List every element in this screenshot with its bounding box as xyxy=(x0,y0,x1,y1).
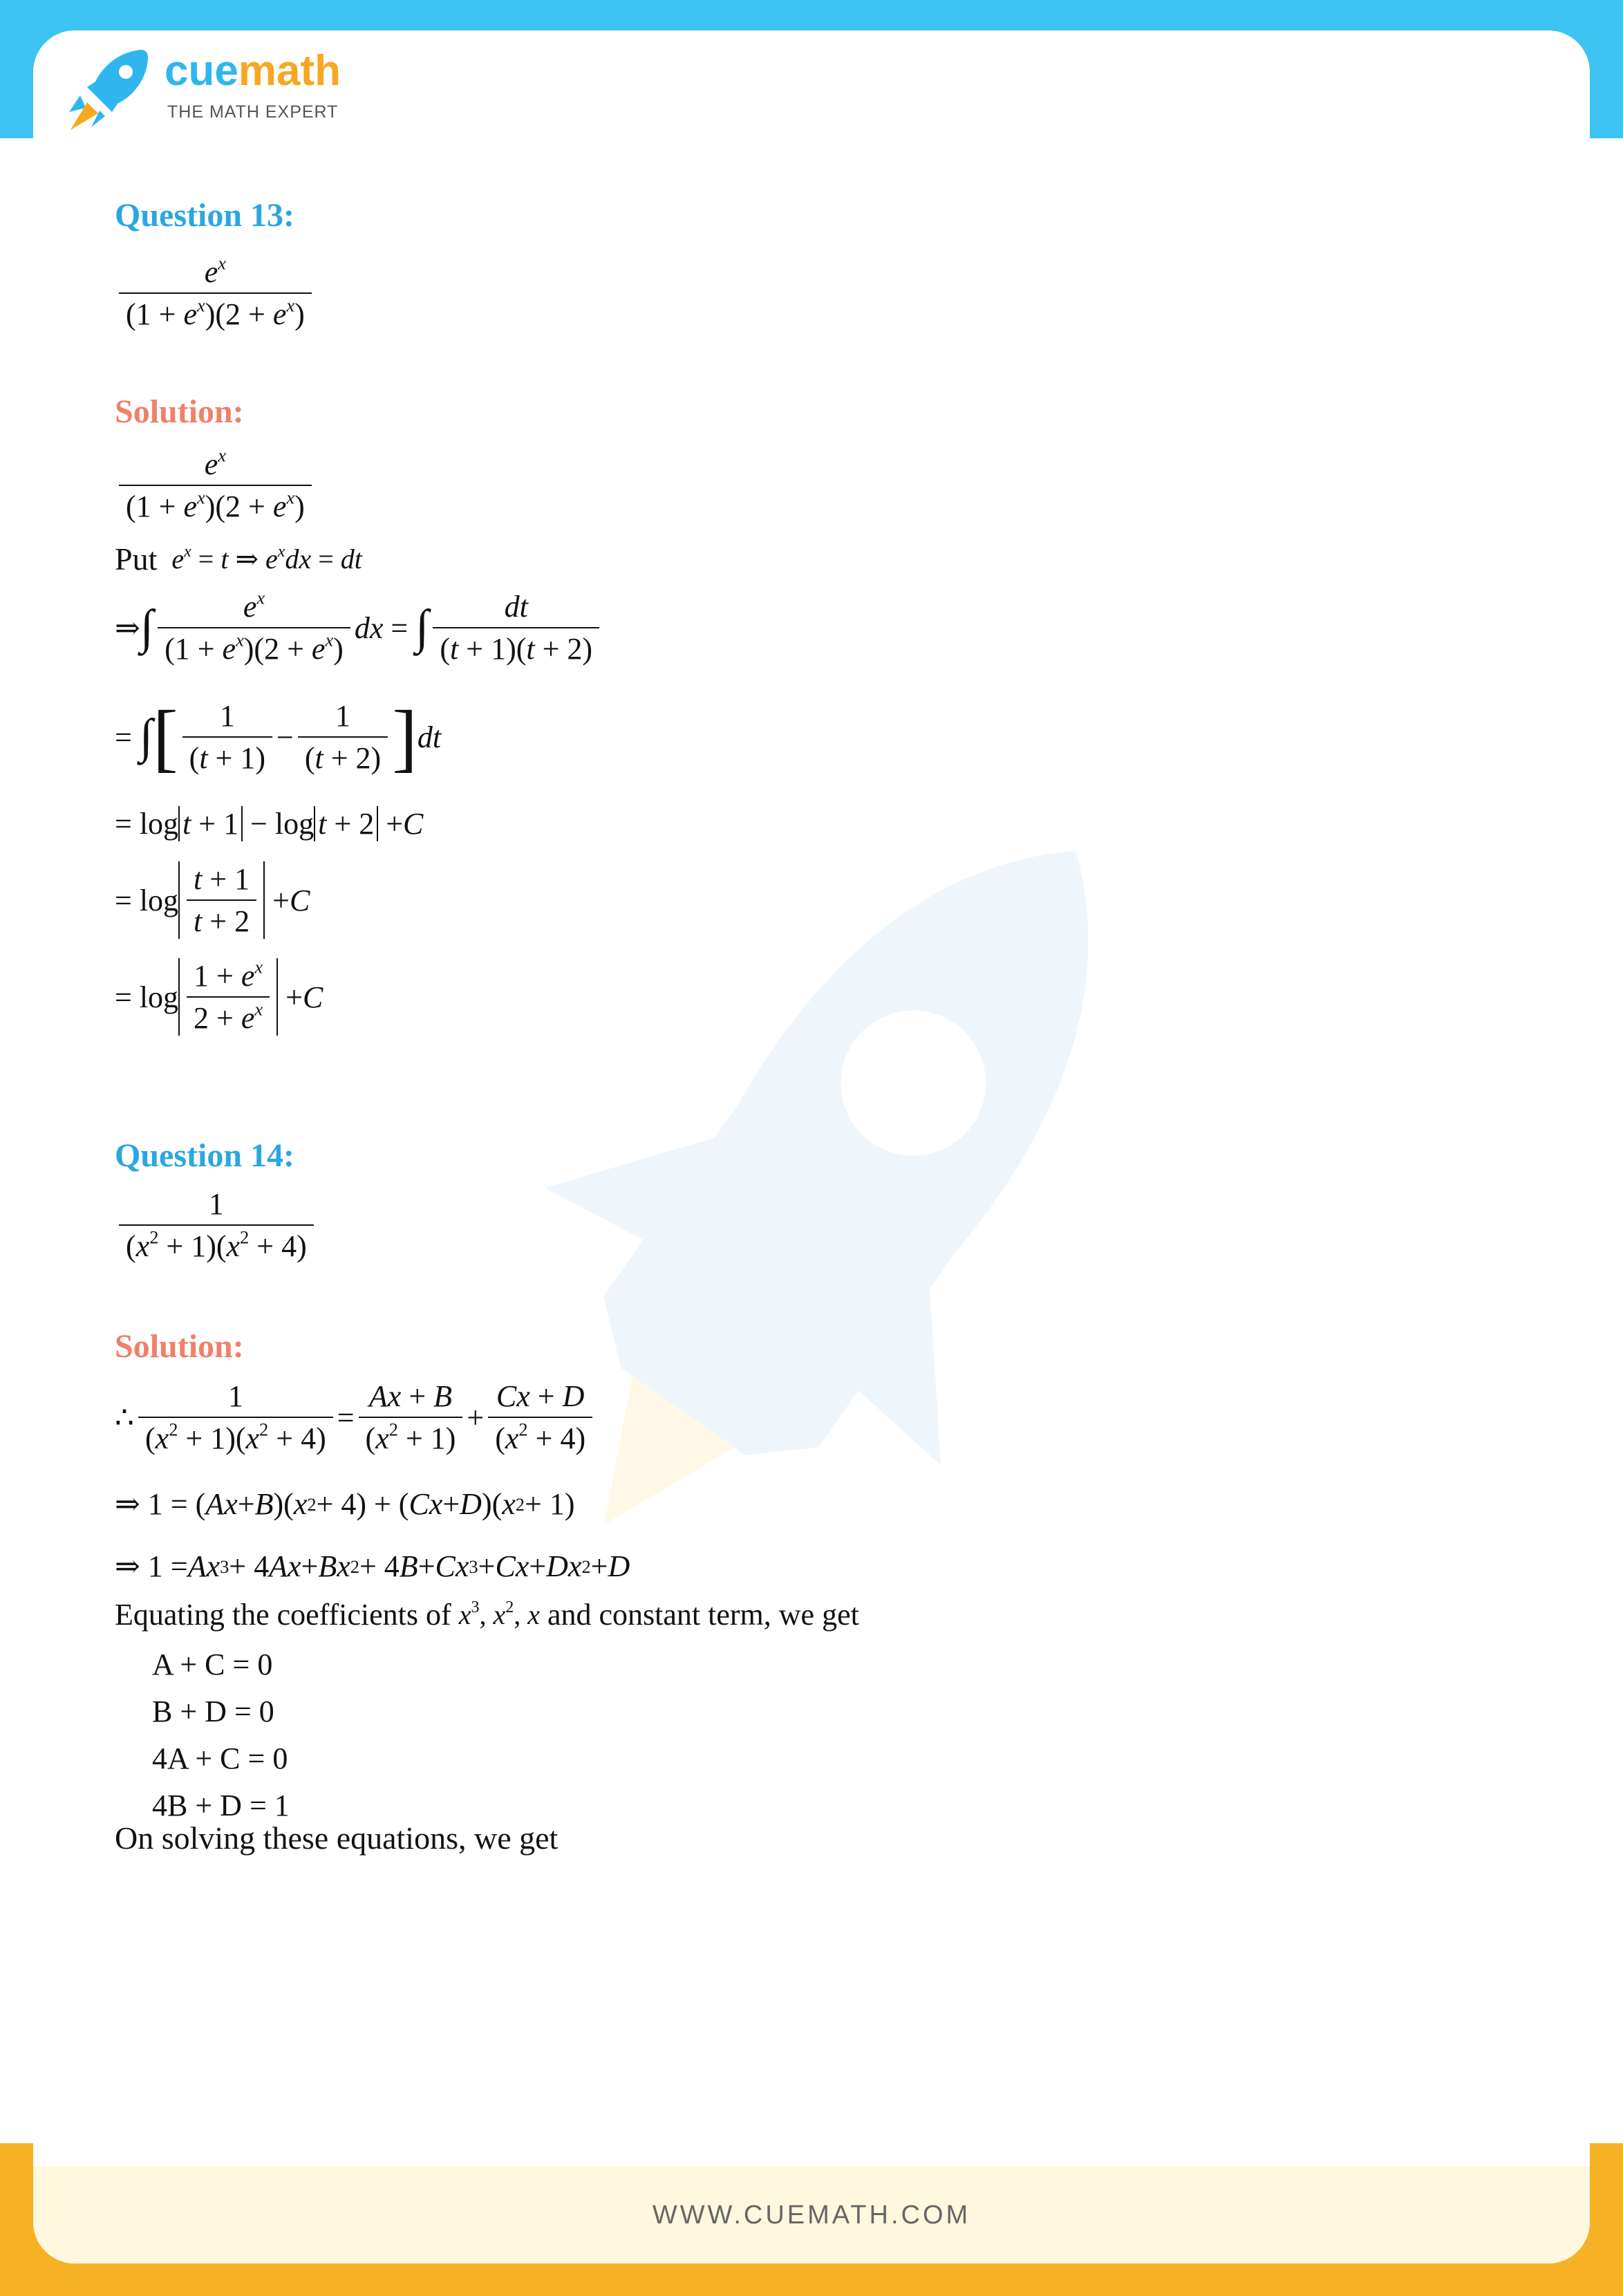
q14-step-expand: ⇒ 1 = Ax 3 + 4 Ax + Bx 2 + 4 B + Cx 3 + Cx + Dx 2 + D xyxy=(115,1549,630,1583)
footer xyxy=(33,2167,1590,2264)
equating-text-end: and constant term, we get xyxy=(547,1598,859,1632)
q14-solving-text: On solving these equations, we get xyxy=(115,1820,559,1856)
q13-solution-heading: Solution: xyxy=(115,393,244,430)
q13-step-partial-fractions: = ∫ [ $\frac{1}{(t + 1)}$ − $\frac{1}{(t + 2)}$ ] dt xyxy=(115,695,442,779)
q13-solution-expression: $\frac{e^x}{(1 + e^x)(2 + e^x)}$ xyxy=(115,447,316,524)
q14-equation-1: A + C = 0 xyxy=(152,1648,273,1681)
q13-expression: $\frac{e^x}{(1 + e^x)(2 + e^x)}$ xyxy=(115,254,316,332)
logo-wordmark xyxy=(165,47,341,95)
q14-step-multiply: ⇒ 1 = ( Ax + B )( x 2 + 4) + ( Cx + D )( x 2 + 1) xyxy=(115,1487,575,1521)
q14-equating-line: Equating the coefficients of $x^3$, $x^2$, x and constant term, we get xyxy=(115,1598,859,1632)
q13-step-log-quotient: = log $\frac{t + 1}{t + 2}$ + C xyxy=(115,862,310,938)
equating-text-start: Equating the coefficients of xyxy=(115,1598,451,1632)
question-14-heading: Question 14: xyxy=(115,1137,295,1174)
question-13-heading: Question 13: xyxy=(115,197,295,234)
cuemath-logo xyxy=(59,44,350,134)
q13-substitution: Put $e^x = t$ ⇒ $e^xdx$ = dt xyxy=(115,541,362,577)
q14-expression: $\frac{1}{(x^2 + 1)(x^2 + 4)}$ xyxy=(115,1186,318,1264)
q14-solution-heading: Solution: xyxy=(115,1328,244,1365)
q13-final-answer: = log $\frac{1 + e^x}{2 + e^x}$ + C xyxy=(115,956,323,1035)
q14-partial-fraction-setup: ∴ $\frac{1}{(x^2 + 1)(x^2 + 4)}$ = $\frac{Ax + B}{(x^2 + 1)}$ + $\frac{Cx + D}{(x^2 + 4)}$ xyxy=(115,1379,597,1456)
put-label: Put xyxy=(115,541,158,577)
q14-equation-2: B + D = 0 xyxy=(152,1695,274,1728)
logo-word-cue: cue xyxy=(165,47,238,95)
rocket-logo-icon xyxy=(59,44,156,134)
q14-equation-3: 4A + C = 0 xyxy=(152,1742,288,1775)
q13-step-log-difference: = log t + 1 − log t + 2 + C xyxy=(115,807,424,841)
q14-equation-4: 4B + D = 1 xyxy=(152,1789,290,1822)
footer-url[interactable]: WWW.CUEMATH.COM xyxy=(652,2200,971,2230)
logo-tagline: THE MATH EXPERT xyxy=(167,102,339,122)
q13-step-integral: ⇒ ∫ $\frac{e^x}{(1 + e^x)(2 + e^x)}$ dx = ∫ $\frac{dt}{(t + 1)(t + 2)}$ xyxy=(115,589,603,666)
logo-word-math: math xyxy=(238,47,341,95)
